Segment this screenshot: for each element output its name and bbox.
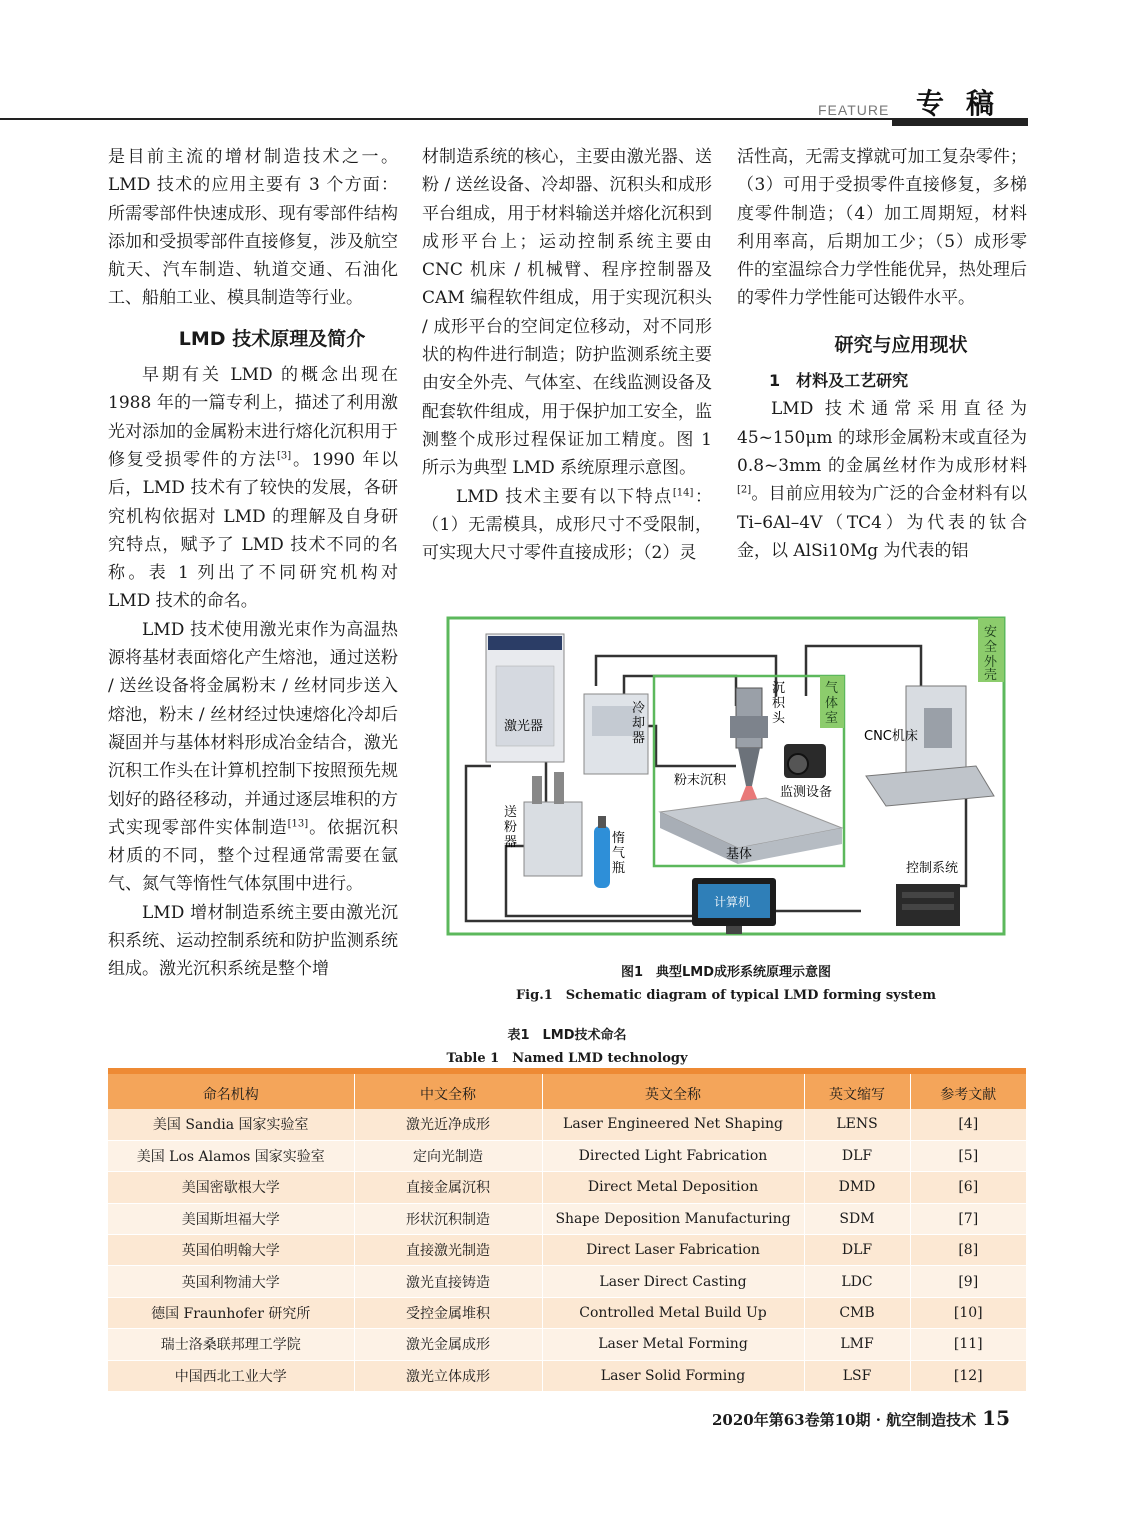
table-cell: DLF <box>804 1140 910 1171</box>
section-heading: 研究与应用现状 <box>834 333 968 356</box>
citation[interactable]: [2] <box>737 484 752 496</box>
table-row <box>108 1329 1026 1360</box>
table-row <box>108 1172 1026 1203</box>
table-cell: [7] <box>910 1203 1026 1234</box>
table-cell: [4] <box>910 1109 1026 1140</box>
table-cell: 英国伯明翰大学 <box>108 1235 354 1266</box>
table-row <box>108 1109 1026 1140</box>
figure-caption-en: Fig.1 Schematic diagram of typical LMD forming system <box>515 988 937 1003</box>
subsection-heading: 1 材料及工艺研究 <box>769 371 909 391</box>
paragraph: LMD 增材制造系统主要由激光沉积系统、运动控制系统和防护监测系统组成。激光沉积系统是整个增 <box>108 902 398 980</box>
computer-label: 计算机 <box>714 895 751 909</box>
section-heading: LMD 技术原理及简介 <box>178 327 366 350</box>
laser-unit <box>486 634 564 762</box>
table-cell: 中国西北工业大学 <box>108 1360 354 1391</box>
table-cell: 激光金属成形 <box>354 1329 542 1360</box>
substrate-label: 基体 <box>726 847 753 862</box>
table-cell: [6] <box>910 1172 1026 1203</box>
inert-gas-label: 惰 气 瓶 <box>612 831 626 876</box>
table-cell: 直接金属沉积 <box>354 1172 542 1203</box>
table-cell: 美国斯坦福大学 <box>108 1203 354 1234</box>
table-cell: Directed Light Fabrication <box>542 1140 804 1171</box>
table-header-row <box>108 1071 1026 1109</box>
powder-feeder <box>504 772 582 876</box>
header-rule <box>0 118 1028 120</box>
control-label: 控制系统 <box>906 861 959 876</box>
citation[interactable]: [13] <box>287 818 309 830</box>
column-header: 英文缩写 <box>804 1071 910 1109</box>
table-cell: LSF <box>804 1360 910 1391</box>
table-row <box>108 1140 1026 1171</box>
table-cell: LDC <box>804 1266 910 1297</box>
citation[interactable]: [14] <box>672 486 694 498</box>
header-section-title: 专稿 <box>916 87 1017 120</box>
table-cell: Laser Solid Forming <box>542 1360 804 1391</box>
computer-monitor <box>692 878 776 934</box>
column-header: 命名机构 <box>108 1071 354 1109</box>
table-cell: 定向光制造 <box>354 1140 542 1171</box>
monitoring-device <box>780 744 832 800</box>
table-row <box>108 1360 1026 1391</box>
table-row <box>108 1266 1026 1297</box>
table-row <box>108 1203 1026 1234</box>
lmd-naming-table <box>108 1068 1026 1392</box>
table-caption-en: Table 1 Named LMD technology <box>446 1051 688 1066</box>
feeder-label: 送 粉 器 <box>504 805 518 850</box>
column-header: 英文全称 <box>542 1071 804 1109</box>
gas-chamber-label: 气 体 室 <box>825 681 839 726</box>
cnc-machine <box>864 686 994 806</box>
table-cell: LMF <box>804 1329 910 1360</box>
table-cell: 受控金属堆积 <box>354 1297 542 1328</box>
table-cell: 美国 Sandia 国家实验室 <box>108 1109 354 1140</box>
table-cell: [11] <box>910 1329 1026 1360</box>
table-caption-cn: 表1 LMD技术命名 <box>507 1028 627 1043</box>
citation[interactable]: [3] <box>277 450 292 462</box>
table-cell: DMD <box>804 1172 910 1203</box>
monitor-label: 监测设备 <box>780 785 833 800</box>
table-cell: 英国利物浦大学 <box>108 1266 354 1297</box>
paragraph: 材制造系统的核心，主要由激光器、送粉 / 送丝设备、冷却器、沉积头和成形平台组成，用于材料输送并熔化沉积到成形平台上；运动控制系统主要由 CNC 机床 / 机械臂、程序控制器及 CAM 编程软件组成，用于实现沉积头 / 成形平台的空间定位移动，对不同形状的构件进行制造；防护监测系统主要由安全外壳、气体室、在线监测设备及配套软件组成，用于保护加工安全，监测整个成形过程保证加工精度。图 1 所示为典型 LMD 系统原理示意图。 <box>422 147 712 479</box>
table-cell: [5] <box>910 1140 1026 1171</box>
journal-info: 2020年第63卷第10期 · 航空制造技术 <box>711 1411 977 1429</box>
control-system <box>896 860 960 926</box>
paragraph: 活性高，无需支撑就可加工复杂零件；（3）可用于受损零件直接修复，多梯度零件制造；（4）加工周期短，材料利用率高，后期加工少；（5）成形零件的室温综合力学性能优异，热处理后的零件力学性能可达锻件水平。 <box>737 147 1027 309</box>
substrate <box>660 798 842 864</box>
table-cell: 激光直接铸造 <box>354 1266 542 1297</box>
table-cell: Direct Laser Fabrication <box>542 1235 804 1266</box>
paragraph: LMD 技术主要有以下特点[14]：（1）无需模具，成形尺寸不受限制，可实现大尺寸零件直接成形；（2）灵 <box>422 486 713 564</box>
table-cell: [9] <box>910 1266 1026 1297</box>
inert-gas-bottle <box>594 816 629 888</box>
table-cell: 直接激光制造 <box>354 1235 542 1266</box>
column-header: 参考文献 <box>910 1071 1026 1109</box>
table-cell: 美国 Los Alamos 国家实验室 <box>108 1140 354 1171</box>
table-cell: Controlled Metal Build Up <box>542 1297 804 1328</box>
text-column-2 <box>422 143 712 567</box>
table-cell: 形状沉积制造 <box>354 1203 542 1234</box>
table-cell: 德国 Fraunhofer 研究所 <box>108 1297 354 1328</box>
column-header: 中文全称 <box>354 1071 542 1109</box>
table-cell: SDM <box>804 1203 910 1234</box>
table-cell: 激光立体成形 <box>354 1360 542 1391</box>
page-footer <box>690 1406 1010 1430</box>
table-row <box>108 1235 1026 1266</box>
table-cell: 瑞士洛桑联邦理工学院 <box>108 1329 354 1360</box>
page-number: 15 <box>982 1406 1010 1430</box>
paragraph: 是目前主流的增材制造技术之一。LMD 技术的应用主要有 3 个方面：所需零部件快速成形、现有零部件结构添加和受损零部件直接修复，涉及航空航天、汽车制造、轨道交通、石油化工、船舶工业、模具制造等行业。 <box>108 147 398 309</box>
table-cell: DLF <box>804 1235 910 1266</box>
cooler-label: 冷 却 器 <box>632 701 646 746</box>
paragraph: LMD 技术通常采用直径为 45~150μm 的球形金属粉末或直径为 0.8~3mm 的金属丝材作为成形材料[2]。目前应用较为广泛的合金材料有以 Ti–6Al–4V（TC4）为代表的钛合金，以 AlSi10Mg 为代表的铝 <box>737 399 1027 561</box>
paragraph: 早期有关 LMD 的概念出现在 1988 年的一篇专利上，描述了利用激光对添加的金属粉末进行熔化沉积用于修复受损零件的方法[3]。1990 年以后，LMD 技术有了较快的发展，各研究机构依据对 LMD 的理解及自身研究特点，赋予了 LMD 技术不同的名称。表 1 列出了不同研究机构对 LMD 技术的命名。 <box>108 365 398 612</box>
text-column-3 <box>737 143 1027 565</box>
table-cell: [10] <box>910 1297 1026 1328</box>
cooler-unit <box>584 694 649 774</box>
safety-shell-label: 安 全 外 壳 <box>984 625 998 683</box>
table-cell: Shape Deposition Manufacturing <box>542 1203 804 1234</box>
deposition-head-label: 沉 积 头 <box>772 681 786 726</box>
laser-label: 激光器 <box>504 719 544 734</box>
lmd-system-diagram <box>446 616 1006 938</box>
table-cell: Laser Metal Forming <box>542 1329 804 1360</box>
table-cell: 美国密歇根大学 <box>108 1172 354 1203</box>
table-cell: Direct Metal Deposition <box>542 1172 804 1203</box>
table-cell: 激光近净成形 <box>354 1109 542 1140</box>
table-cell: Laser Engineered Net Shaping <box>542 1109 804 1140</box>
table-cell: [8] <box>910 1235 1026 1266</box>
table-cell: Laser Direct Casting <box>542 1266 804 1297</box>
table-cell: LENS <box>804 1109 910 1140</box>
header-feature-label: FEATURE <box>818 102 890 118</box>
table-row <box>108 1297 1026 1328</box>
text-column-1 <box>108 143 398 984</box>
figure-caption-cn: 图1 典型LMD成形系统原理示意图 <box>620 965 832 980</box>
paragraph: LMD 技术使用激光束作为高温热源将基材表面熔化产生熔池，通过送粉 / 送丝设备将金属粉末 / 丝材同步送入熔池，粉末 / 丝材经过快速熔化冷却后凝固并与基体材料形成冶金结合，激光沉积工作头在计算机控制下按照预先规划好的路径移动，并通过逐层堆积的方式实现零部件实体制造[13]。依据沉积材质的不同，整个过程通常需要在氩气、氮气等惰性气体氛围中进行。 <box>108 619 399 895</box>
table-cell: [12] <box>910 1360 1026 1391</box>
table-cell: CMB <box>804 1297 910 1328</box>
cnc-label: CNC机床 <box>864 729 918 744</box>
powder-deposition-label: 粉末沉积 <box>674 773 727 788</box>
